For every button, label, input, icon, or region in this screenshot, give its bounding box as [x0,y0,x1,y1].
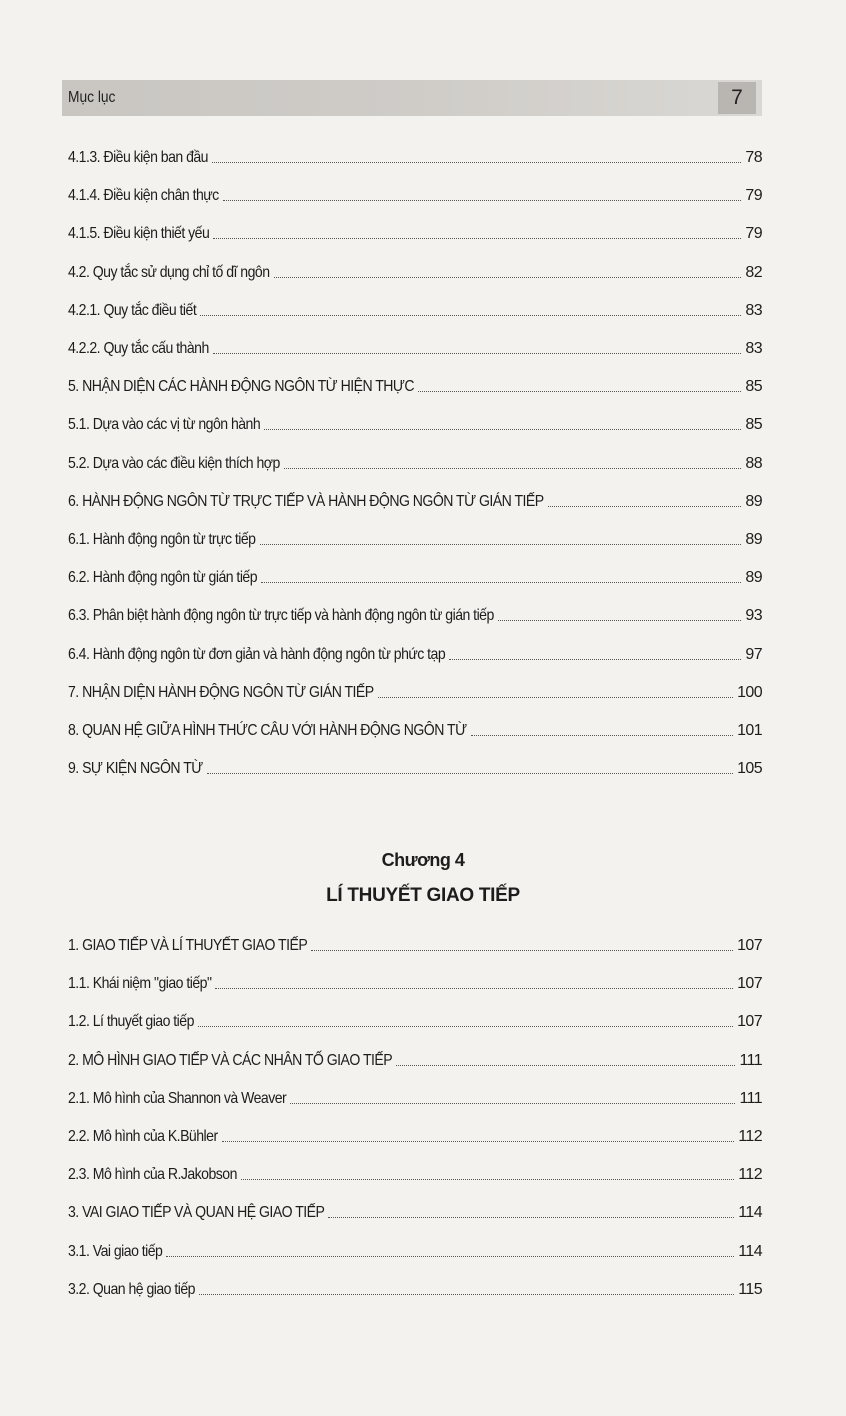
toc-entry [68,1199,762,1223]
toc-entry-page: 112 [738,1166,762,1184]
toc-entry [68,755,762,779]
toc-entry-label: 9. SỰ KIỆN NGÔN TỪ [68,760,203,778]
toc-entry [68,1238,762,1262]
toc-entry-label: 2.1. Mô hình của Shannon và Weaver [68,1089,287,1107]
toc-entry [68,259,762,283]
dot-leader [274,276,742,278]
toc-entry [68,564,762,588]
toc-entry-page: 83 [745,301,762,319]
toc-entry-label: 6.2. Hành động ngôn từ gián tiếp [68,569,258,587]
toc-entry-page: 105 [737,760,762,778]
dot-leader [261,581,741,583]
toc-entry-label: 6.4. Hành động ngôn từ đơn giản và hành động ngôn từ phức tạp [68,645,446,663]
toc-entry-label: 6. HÀNH ĐỘNG NGÔN TỪ TRỰC TIẾP VÀ HÀNH ĐỘNG NGÔN TỪ GIÁN TIẾP [68,492,544,510]
toc-entry-label: 7. NHẬN DIỆN HÀNH ĐỘNG NGÔN TỪ GIÁN TIẾP [68,683,374,701]
toc-entry [68,1085,762,1109]
toc-entry-page: 115 [738,1280,762,1298]
toc-entry [68,526,762,550]
toc-entry [68,144,762,168]
toc-entry [68,297,762,321]
toc-entry [68,1276,762,1300]
dot-leader [213,237,741,239]
toc-entry [68,970,762,994]
toc-entry [68,1008,762,1032]
toc-entry-page: 101 [737,722,762,739]
toc-entry [68,373,762,397]
toc-entry-page: 114 [738,1204,762,1222]
header-title: Mục lục [68,89,116,106]
running-header [62,80,762,116]
toc-entry-label: 4.2.2. Quy tắc cấu thành [68,340,209,357]
dot-leader [498,619,742,621]
toc-entry-label: 4.1.3. Điều kiện ban đầu [68,149,208,166]
dot-leader [284,467,742,469]
dot-leader [548,505,742,507]
toc-entry-page: 107 [737,937,762,954]
toc-entry-page: 107 [737,975,762,993]
toc-entry-label: 5. NHẬN DIỆN CÁC HÀNH ĐỘNG NGÔN TỪ HIỆN THỰC [68,378,415,396]
toc-entry-page: 89 [745,569,762,587]
toc-entry [68,1161,762,1185]
toc-entry [68,717,762,741]
toc-entry [68,220,762,244]
toc-entry-page: 111 [739,1089,762,1107]
toc-entry-page: 89 [745,531,762,548]
dot-leader [449,658,741,660]
toc-entry-label: 5.2. Dựa vào các điều kiện thích hợp [68,454,280,472]
toc-entry-label: 1.2. Lí thuyết giao tiếp [68,1013,194,1031]
toc-entry-label: 6.1. Hành động ngôn từ trực tiếp [68,531,256,548]
toc-entry-page: 93 [745,607,762,625]
toc-entry-page: 78 [745,149,762,166]
toc-entry [68,679,762,703]
toc-entry-page: 88 [745,454,762,472]
dot-leader [207,772,733,774]
toc-entry [68,1123,762,1147]
toc-entry-label: 2.3. Mô hình của R.Jakobson [68,1166,237,1184]
toc-entry-label: 2.2. Mô hình của K.Bühler [68,1128,218,1145]
toc-entry-page: 100 [737,683,762,701]
toc-entry-label: 8. QUAN HỆ GIỮA HÌNH THỨC CÂU VỚI HÀNH ĐỘNG NGÔN TỪ [68,722,467,739]
toc-entry-page: 85 [745,378,762,396]
dot-leader [199,1293,734,1295]
toc-entry-page: 79 [745,187,762,205]
dot-leader [166,1255,734,1257]
toc-entry [68,450,762,474]
toc-entry-label: 5.1. Dựa vào các vị từ ngôn hành [68,416,261,434]
dot-leader [200,314,741,316]
toc-entry-page: 85 [745,416,762,434]
chapter-title: LÍ THUYẾT GIAO TIẾP [326,885,520,906]
toc-entry [68,1047,762,1071]
header-page-number: 7 [718,82,756,114]
toc-entry-label: 1.1. Khái niệm "giao tiếp" [68,975,212,993]
dot-leader [212,161,741,163]
dot-leader [260,543,742,545]
dot-leader [223,199,742,201]
toc-entry-label: 4.2. Quy tắc sử dụng chỉ tố dĩ ngôn [68,263,270,281]
toc-entry-page: 112 [738,1128,762,1145]
dot-leader [222,1140,735,1142]
toc-entry-label: 4.1.4. Điều kiện chân thực [68,187,219,205]
dot-leader [198,1025,733,1027]
dot-leader [418,390,741,392]
toc-entry-page: 97 [745,645,762,663]
dot-leader [215,987,733,989]
toc-entry-page: 82 [745,263,762,281]
toc-entry-label: 2. MÔ HÌNH GIAO TIẾP VÀ CÁC NHÂN TỐ GIAO TIẾP [68,1051,393,1069]
dot-leader [328,1216,734,1218]
toc-entry-label: 3. VAI GIAO TIẾP VÀ QUAN HỆ GIAO TIẾP [68,1204,325,1222]
toc-entry [68,411,762,435]
toc-entry-page: 114 [738,1242,762,1260]
dot-leader [471,734,734,736]
toc-entry [68,182,762,206]
toc-entry [68,932,762,956]
dot-leader [241,1178,734,1180]
toc-entry [68,641,762,665]
toc-entry [68,488,762,512]
toc-entry [68,602,762,626]
toc-entry [68,335,762,359]
toc-entry-label: 3.1. Vai giao tiếp [68,1242,163,1260]
toc-entry-page: 89 [745,492,762,510]
toc-entry-label: 6.3. Phân biệt hành động ngôn từ trực tiếp và hành động ngôn từ gián tiếp [68,607,494,625]
toc-entry-page: 79 [745,225,762,243]
toc-entry-page: 83 [745,340,762,357]
toc-entry-label: 3.2. Quan hệ giao tiếp [68,1280,195,1298]
toc-entry-page: 111 [739,1051,762,1069]
dot-leader [264,428,741,430]
chapter-number: Chương 4 [381,850,465,870]
dot-leader [396,1064,735,1066]
toc-entry-label: 1. GIAO TIẾP VÀ LÍ THUYẾT GIAO TIẾP [68,937,308,954]
dot-leader [213,352,742,354]
dot-leader [378,696,733,698]
toc-entry-page: 107 [737,1013,762,1031]
dot-leader [311,949,733,951]
toc-entry-label: 4.1.5. Điều kiện thiết yếu [68,225,210,243]
dot-leader [290,1102,735,1104]
toc-entry-label: 4.2.1. Quy tắc điều tiết [68,301,197,319]
